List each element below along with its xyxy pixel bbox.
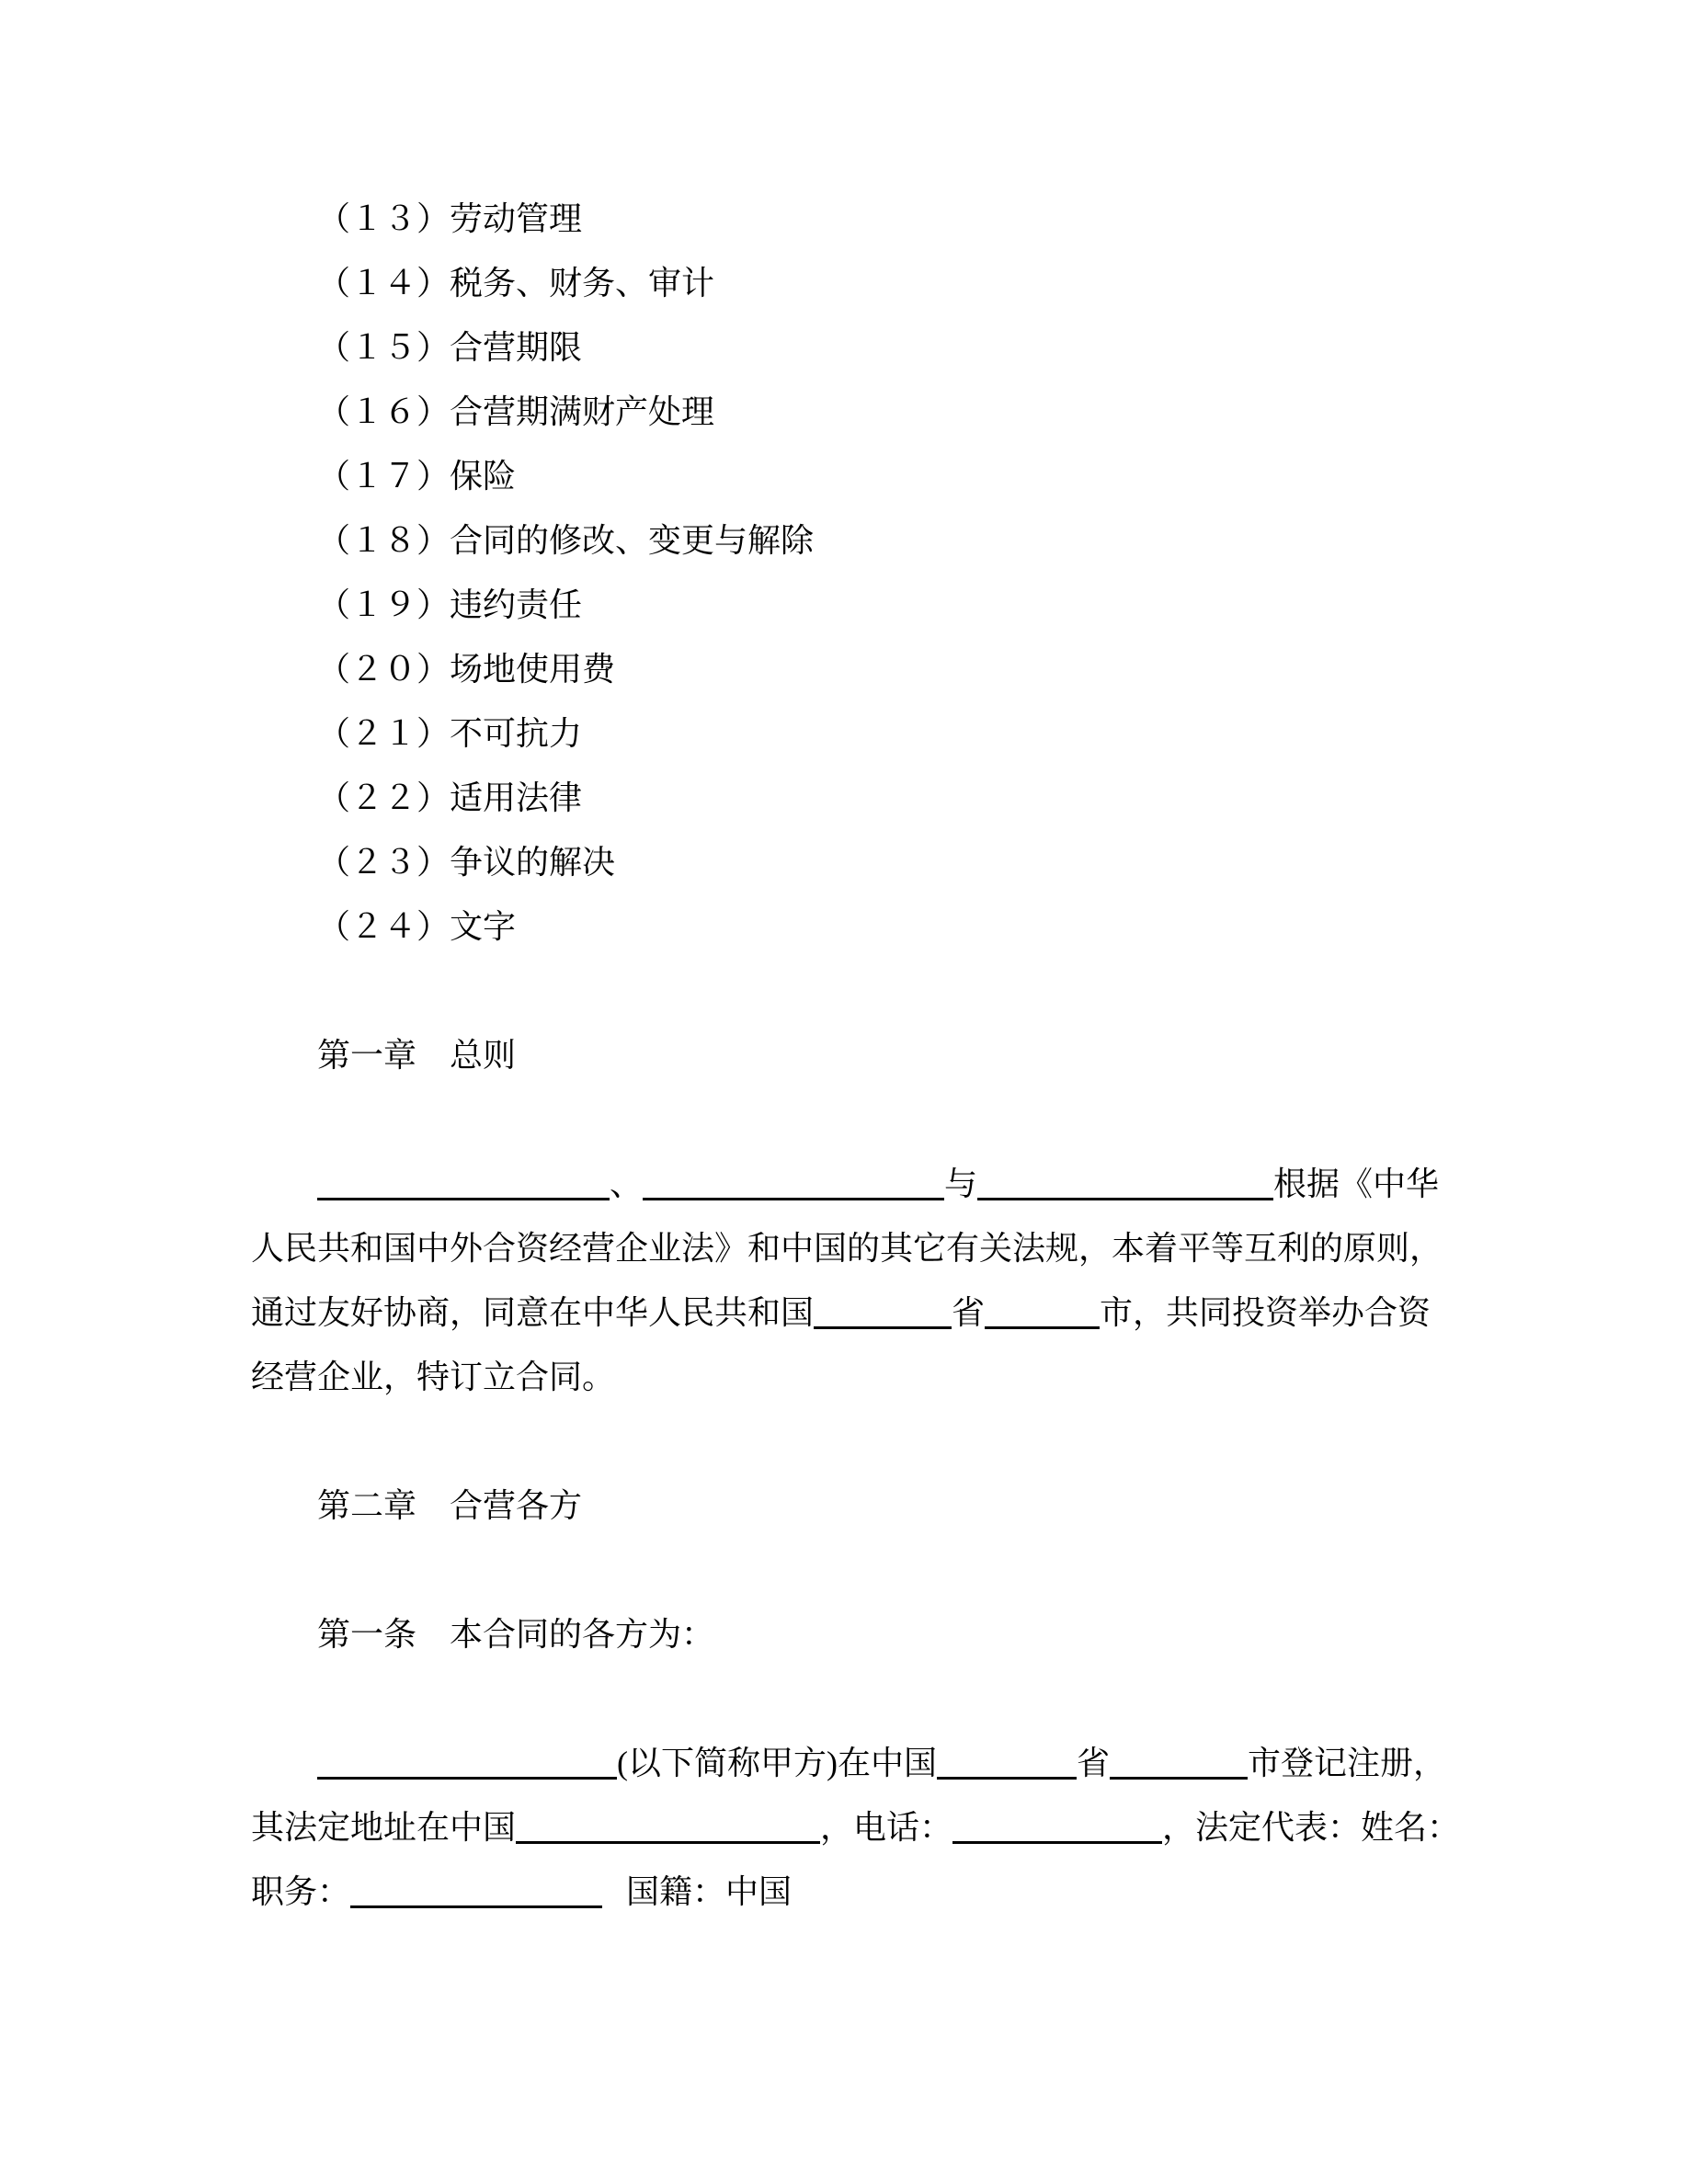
toc-item: （１４）税务、财务、审计 [317, 265, 715, 301]
paragraph-line: 其法定地址在中国 ，电话： ，法定代表：姓名： [251, 1809, 1461, 1846]
blank-underline-field [952, 1837, 1162, 1844]
toc-item: （２１）不可抗力 [317, 715, 583, 752]
toc-item: （２４）文字 [317, 908, 517, 945]
preamble-paragraph [251, 1152, 1651, 1409]
blank-underline-field [985, 1323, 1100, 1329]
toc-item: （１８）合同的修改、变更与解除 [317, 522, 815, 559]
paragraph-line: 通过友好协商，同意在中华人民共和国 省 市，共同投资举办合资 [251, 1294, 1431, 1331]
blank-underline-field [350, 1902, 602, 1908]
paragraph-line: (以下简称甲方)在中国 省 市登记注册， [251, 1731, 1651, 1795]
inline-spacer [602, 1902, 626, 1903]
blank-underline-field [643, 1194, 944, 1200]
blank-underline-field [317, 1194, 610, 1200]
toc-section [251, 187, 1651, 959]
blank-underline-field [1110, 1773, 1248, 1780]
party-a-paragraph [251, 1731, 1651, 1924]
chapter-1-heading: 第一章 总则 [317, 1037, 517, 1074]
article-1-heading: 第一条 本合同的各方为： [317, 1616, 715, 1653]
paragraph-line: 职务： 国籍：中国 [251, 1873, 793, 1910]
chapter-2-heading: 第二章 合营各方 [317, 1487, 583, 1524]
paragraph-line: 经营企业，特订立合同。 [251, 1359, 616, 1395]
blank-underline-field [937, 1773, 1077, 1780]
toc-item: （１７）保险 [317, 458, 517, 495]
blank-underline-field [977, 1194, 1273, 1200]
paragraph-line: 、 与 根据《中华 [251, 1152, 1651, 1216]
toc-item: （２３）争议的解决 [317, 844, 616, 881]
paragraph-line: 人民共和国中外合资经营企业法》和中国的其它有关法规，本着平等互利的原则， [251, 1230, 1443, 1267]
blank-underline-field [516, 1837, 820, 1844]
toc-item: （２２）适用法律 [317, 779, 583, 816]
toc-item: （１９）违约责任 [317, 586, 583, 623]
blank-underline-field [814, 1323, 952, 1329]
toc-item: （１３）劳动管理 [317, 200, 583, 237]
blank-underline-field [317, 1773, 617, 1780]
toc-item: （２０）场地使用费 [317, 651, 616, 688]
toc-item: （１５）合营期限 [317, 329, 583, 366]
toc-item: （１６）合营期满财产处理 [317, 393, 715, 430]
